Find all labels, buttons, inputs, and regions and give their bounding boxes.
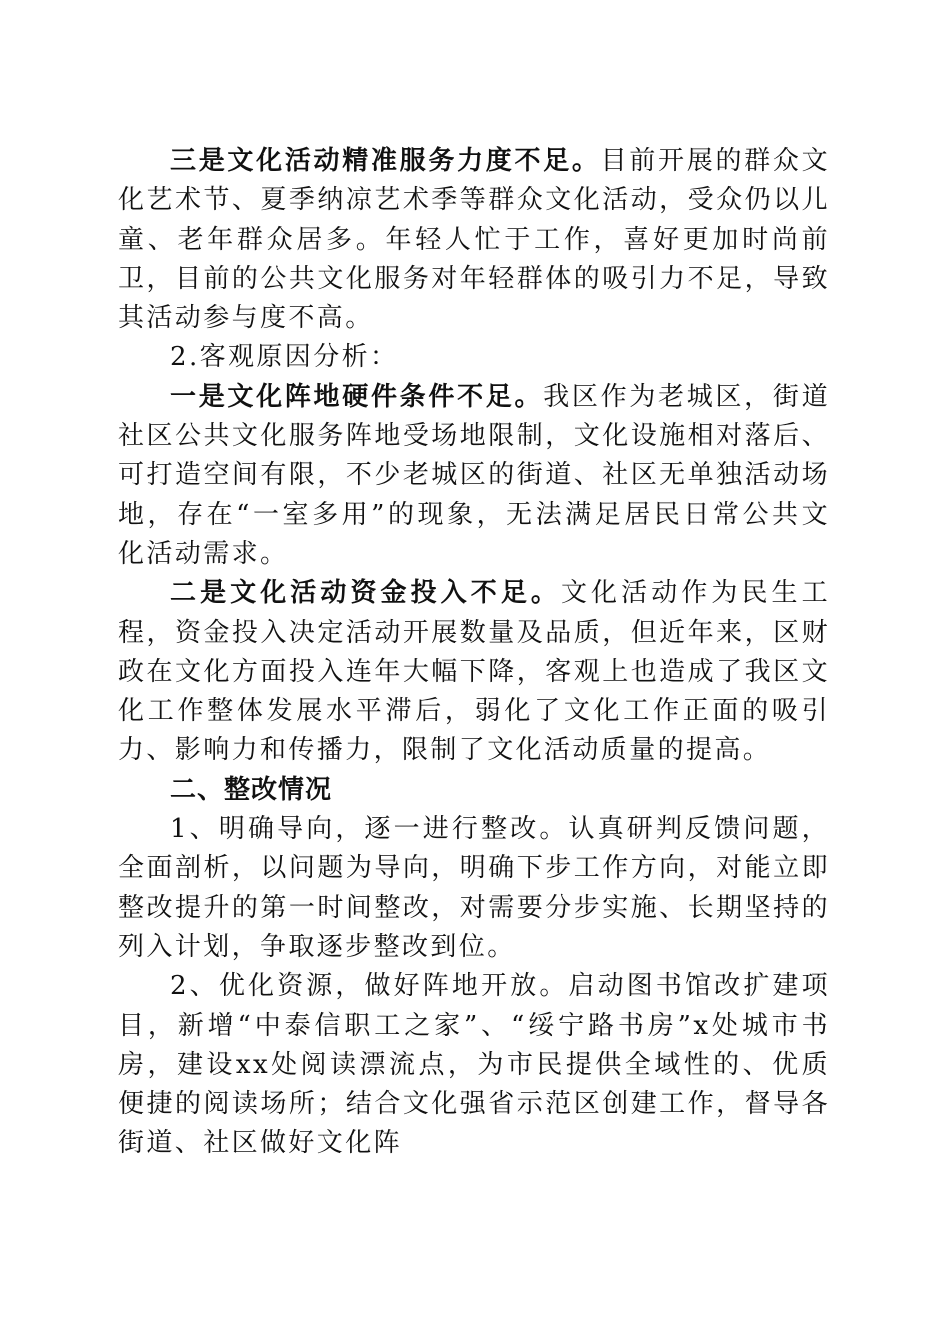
paragraph-clear-direction <box>118 810 830 967</box>
document-body <box>118 142 830 1164</box>
paragraph-lead: 三是文化活动精准服务力度不足。 <box>170 146 601 176</box>
paragraph-hardware-conditions <box>118 378 830 574</box>
section-heading-rectification: 二、整改情况 <box>170 774 333 805</box>
paragraph-text: 文化活动作为民生工程，资金投入决定活动开展数量及品质，但近年来，区财政在文化方面投入连年大幅下降，客观上也造成了我区文化工作整体发展水平滞后，弱化了文化工作正面的吸引力、影响力和传播力，限制了文化活动质量的提高。 <box>118 578 830 766</box>
paragraph-objective-analysis <box>118 338 830 377</box>
paragraph-lead: 二是文化活动资金投入不足。 <box>170 578 561 609</box>
paragraph-funding <box>118 574 830 770</box>
paragraph-text: 2.客观原因分析： <box>170 342 399 373</box>
paragraph-text: 目前开展的群众文化艺术节、夏季纳凉艺术季等群众文化活动，受众仍以儿童、老年群众居多。年轻人忙于工作，喜好更加时尚前卫，目前的公共文化服务对年轻群体的吸引力不足，导致其活动参与度不高。 <box>118 146 830 334</box>
paragraph-text: 1、明确导向，逐一进行整改。认真研判反馈问题，全面剖析，以问题为导向，明确下步工作方向，对能立即整改提升的第一时间整改，对需要分步实施、长期坚持的列入计划，争取逐步整改到位。 <box>118 814 830 962</box>
paragraph-text: 我区作为老城区，街道社区公共文化服务阵地受场地限制，文化设施相对落后、可打造空间有限，不少老城区的街道、社区无单独活动场地，存在“一室多用”的现象，无法满足居民日常公共文化活动需求。 <box>118 381 830 569</box>
paragraph-lead: 一是文化阵地硬件条件不足。 <box>170 381 544 412</box>
paragraph-cultural-activity-service <box>118 142 830 338</box>
paragraph-optimize-resources <box>118 967 830 1163</box>
paragraph-text: 2、优化资源，做好阵地开放。启动图书馆改扩建项目，新增“中泰信职工之家”、“绥宁路书房”x处城市书房，建设xx处阅读漂流点，为市民提供全域性的、优质便捷的阅读场所；结合文化强省示范区创建工作，督导各街道、社区做好文化阵 <box>118 971 830 1159</box>
